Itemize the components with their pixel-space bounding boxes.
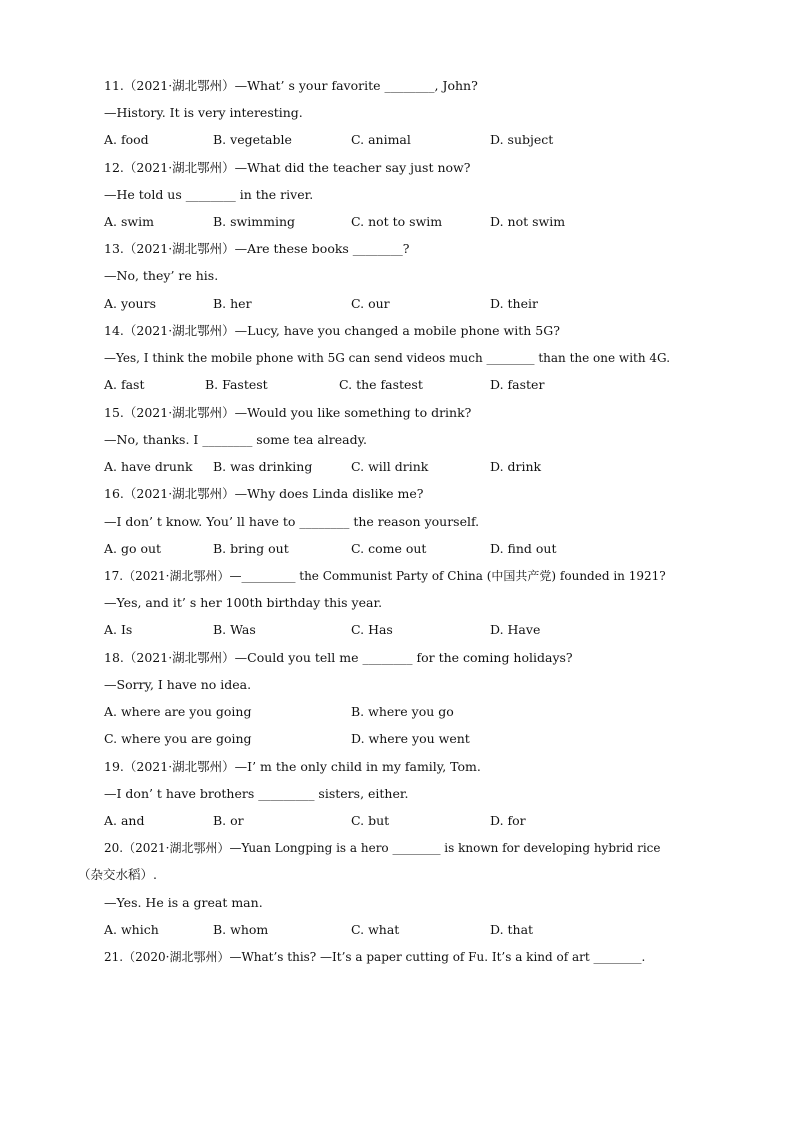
question-16-option-b: B. bring out <box>213 541 289 556</box>
question-20-option-b: B. whom <box>213 922 269 937</box>
question-11-option-a: A. food <box>104 132 149 147</box>
question-16-option-c: C. come out <box>351 541 427 556</box>
question-16-stem: 16.（2021·湖北鄂州）—Why does Linda dislike me? <box>104 486 424 501</box>
question-13-option-a: A. yours <box>104 296 157 311</box>
question-16-reply: —I don’ t know. You’ ll have to ________ the reason yourself. <box>104 514 480 529</box>
question-14-option-a: A. fast <box>104 377 145 392</box>
question-18-option-b: B. where you go <box>351 704 454 719</box>
question-15-reply: —No, thanks. I ________ some tea already. <box>104 432 367 447</box>
question-13-reply: —No, they’ re his. <box>104 268 219 283</box>
question-15-option-b: B. was drinking <box>213 459 313 474</box>
question-12-option-c: C. not to swim <box>351 214 443 229</box>
question-13-option-b: B. her <box>213 296 252 311</box>
question-13-stem: 13.（2021·湖北鄂州）—Are these books ________? <box>104 241 410 256</box>
question-15-option-a: A. have drunk <box>104 459 193 474</box>
question-20-option-d: D. that <box>490 922 534 937</box>
question-17-stem: 17.（2021·湖北鄂州）—_________ the Communist Party of China (中国共产党) founded in 1921? <box>104 569 666 583</box>
question-12-option-a: A. swim <box>104 214 154 229</box>
question-19-option-d: D. for <box>490 813 526 828</box>
question-19-reply: —I don’ t have brothers _________ sisters, either. <box>104 786 409 801</box>
question-20-stem-continued: （杂交水稻）. <box>78 867 157 882</box>
question-17-option-d: D. Have <box>490 622 541 637</box>
question-11-reply: —History. It is very interesting. <box>104 105 303 120</box>
question-14-stem: 14.（2021·湖北鄂州）—Lucy, have you changed a mobile phone with 5G? <box>104 323 560 338</box>
question-14-option-b: B. Fastest <box>205 377 268 392</box>
question-18-reply: —Sorry, I have no idea. <box>104 677 252 692</box>
question-12-stem: 12.（2021·湖北鄂州）—What did the teacher say just now? <box>104 160 471 175</box>
question-14-reply: —Yes, I think the mobile phone with 5G can send videos much ________ than the one with 4G. <box>104 351 671 365</box>
question-19-option-a: A. and <box>104 813 145 828</box>
question-17-option-b: B. Was <box>213 622 256 637</box>
question-11-stem: 11.（2021·湖北鄂州）—What’ s your favorite ________, John? <box>104 78 478 93</box>
question-17-option-a: A. Is <box>104 622 133 637</box>
question-11-option-d: D. subject <box>490 132 554 147</box>
question-13-option-c: C. our <box>351 296 390 311</box>
question-18-option-a: A. where are you going <box>104 704 252 719</box>
question-20-option-c: C. what <box>351 922 400 937</box>
question-19-stem: 19.（2021·湖北鄂州）—I’ m the only child in my family, Tom. <box>104 759 481 774</box>
question-20-stem: 20.（2021·湖北鄂州）—Yuan Longping is a hero ________ is known for developing hybrid rice <box>104 841 661 855</box>
question-15-option-c: C. will drink <box>351 459 429 474</box>
question-17-reply: —Yes, and it’ s her 100th birthday this year. <box>104 595 383 610</box>
question-18-option-d: D. where you went <box>351 731 470 746</box>
question-17-option-c: C. Has <box>351 622 393 637</box>
question-20-option-a: A. which <box>104 922 159 937</box>
question-14-option-c: C. the fastest <box>339 377 423 392</box>
question-20-reply: —Yes. He is a great man. <box>104 895 263 910</box>
question-21-stem: 21.（2020·湖北鄂州）—What’s this? —It’s a paper cutting of Fu. It’s a kind of art ________. <box>104 950 646 964</box>
question-19-option-b: B. or <box>213 813 244 828</box>
question-13-option-d: D. their <box>490 296 538 311</box>
question-16-option-a: A. go out <box>104 541 162 556</box>
question-15-option-d: D. drink <box>490 459 542 474</box>
question-18-stem: 18.（2021·湖北鄂州）—Could you tell me ________ for the coming holidays? <box>104 650 573 665</box>
question-16-option-d: D. find out <box>490 541 557 556</box>
question-12-option-d: D. not swim <box>490 214 566 229</box>
question-18-option-c: C. where you are going <box>104 731 252 746</box>
question-12-reply: —He told us ________ in the river. <box>104 187 314 202</box>
question-12-option-b: B. swimming <box>213 214 296 229</box>
question-14-option-d: D. faster <box>490 377 545 392</box>
question-15-stem: 15.（2021·湖北鄂州）—Would you like something to drink? <box>104 405 472 420</box>
question-11-option-b: B. vegetable <box>213 132 292 147</box>
question-19-option-c: C. but <box>351 813 390 828</box>
question-11-option-c: C. animal <box>351 132 411 147</box>
